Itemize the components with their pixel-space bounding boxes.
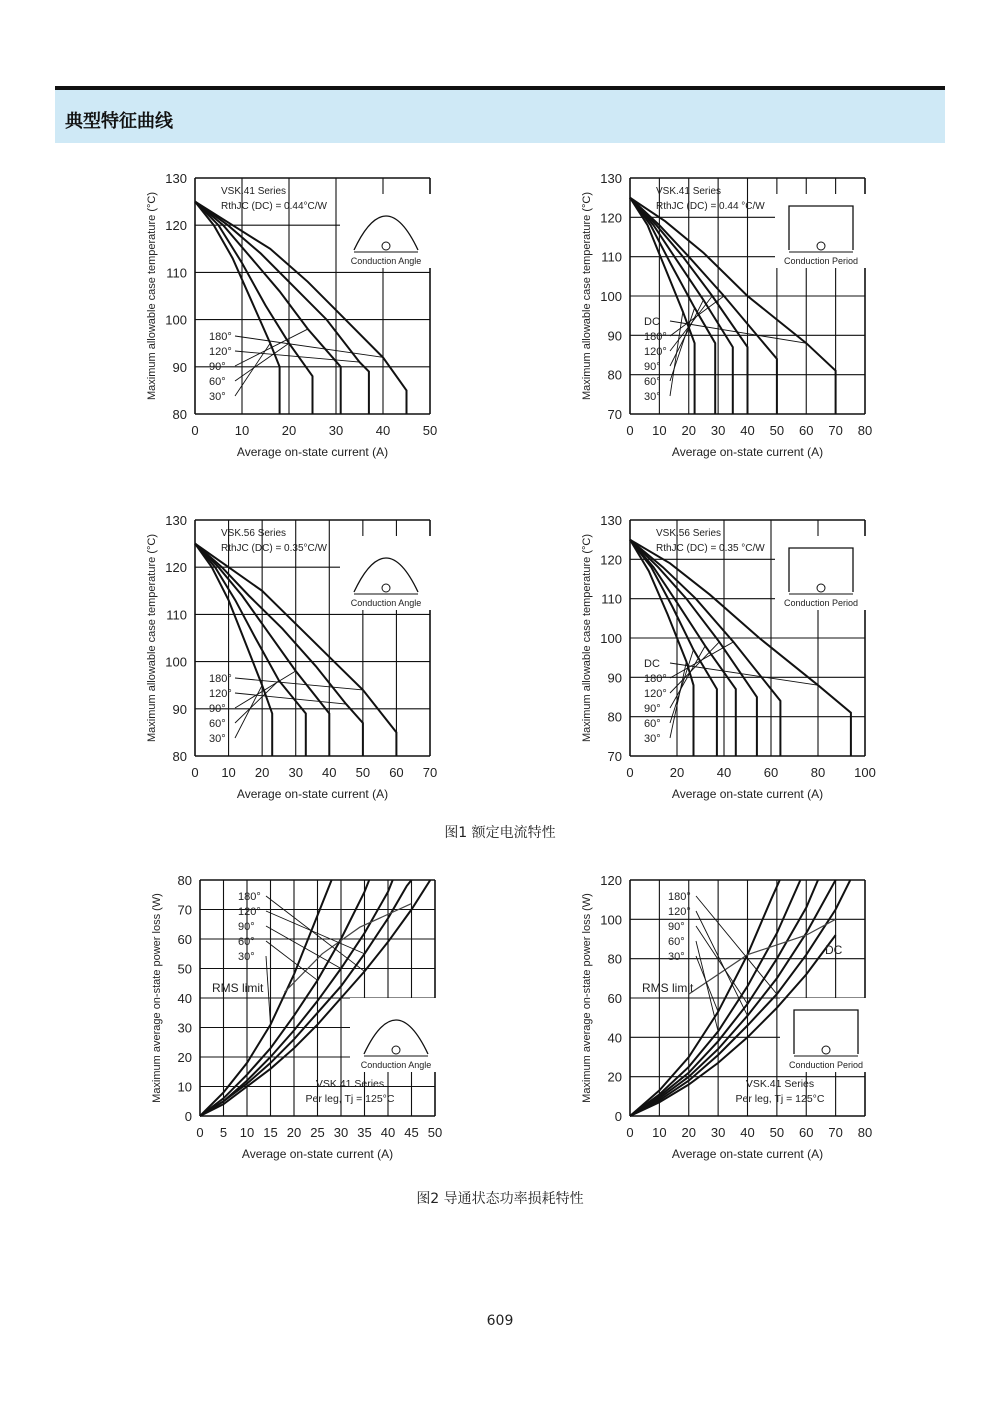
x-axis-title: Average on-state current (A) [236, 445, 389, 459]
y-axis-title: Maximum average on-state power loss (W) [581, 893, 593, 1103]
series-annotation: VSK.41 Series [656, 186, 722, 197]
x-tick-label: 30 [288, 765, 303, 780]
x-tick-label: 80 [857, 1125, 873, 1140]
y-tick-label: 0 [614, 1109, 622, 1124]
y-tick-label: 0 [184, 1109, 192, 1124]
y-tick-label: 70 [607, 407, 622, 422]
series-leader-line [696, 956, 718, 1012]
y-tick-label: 110 [601, 591, 622, 607]
chart-vsk41-power-loss-period [575, 872, 1000, 1172]
x-tick-label: 40 [716, 765, 732, 780]
x-tick-label: 25 [310, 1125, 325, 1140]
x-tick-label: 0 [191, 765, 199, 780]
x-tick-label: 80 [857, 423, 873, 438]
y-tick-label: 40 [177, 991, 192, 1006]
conduction-inset [350, 998, 442, 1072]
series-annotation: VSK.41 Series [315, 1078, 385, 1090]
inset-label: Conduction Angle [350, 598, 422, 608]
figure-caption-2: 图2 导通状态功率损耗特性 [416, 1191, 584, 1207]
series-label: 60° [209, 718, 226, 730]
series-label: 120° [209, 346, 232, 358]
y-axis-title: Maximum allowable case temperature (°C) [581, 534, 593, 742]
y-tick-label: 90 [172, 701, 187, 717]
x-tick-label: 40 [380, 1125, 396, 1140]
x-tick-label: 50 [769, 1125, 785, 1140]
thermal-resistance-annotation: RthJC (DC) = 0.44 °C/W [656, 201, 765, 212]
x-tick-label: 10 [652, 1125, 667, 1140]
series-label: 60° [644, 718, 661, 730]
y-tick-label: 20 [607, 1069, 622, 1085]
series-label: 180° [644, 331, 667, 343]
y-axis-title: Maximum allowable case temperature (°C) [146, 192, 158, 400]
x-tick-label: 30 [328, 423, 344, 438]
x-tick-label: 60 [763, 765, 779, 780]
x-tick-label: 10 [234, 423, 250, 438]
y-tick-label: 110 [166, 265, 187, 281]
y-tick-label: 100 [165, 312, 187, 328]
series-label: 90° [668, 921, 685, 933]
inset-label: Conduction Period [783, 598, 859, 608]
x-tick-label: 50 [355, 765, 371, 780]
x-tick-label: 30 [333, 1125, 349, 1140]
x-tick-label: 40 [740, 423, 755, 438]
y-tick-label: 120 [600, 552, 622, 568]
y-tick-label: 70 [607, 749, 622, 764]
y-tick-label: 80 [607, 709, 622, 725]
series-label: 30° [209, 733, 226, 745]
series-label: 180° [668, 891, 691, 903]
series-leader-line [670, 650, 693, 723]
series-label: 120° [644, 688, 667, 700]
y-axis-title: Maximum allowable case temperature (°C) [146, 534, 158, 742]
series-label: 180° [209, 331, 232, 343]
y-tick-label: 80 [607, 951, 622, 967]
series-label: 90° [238, 921, 255, 933]
x-tick-label: 10 [652, 423, 667, 438]
y-tick-label: 120 [600, 873, 622, 888]
x-tick-label: 40 [322, 765, 337, 780]
section-title: 典型特征曲线 [65, 111, 173, 132]
junction-temp-annotation: Per leg, Tj = 125°C [305, 1093, 395, 1105]
x-tick-label: 10 [239, 1125, 255, 1140]
series-label: 30° [644, 391, 661, 403]
x-tick-label: 20 [681, 1125, 696, 1140]
rms-limit-label: RMS limit [642, 981, 694, 995]
x-tick-label: 0 [626, 1125, 634, 1140]
series-label: 180° [644, 673, 667, 685]
y-tick-label: 110 [166, 607, 187, 623]
x-tick-label: 20 [254, 765, 270, 780]
figure-caption-1: 图1 额定电流特性 [444, 825, 556, 841]
x-tick-label: 50 [769, 423, 785, 438]
y-axis-title: Maximum allowable case temperature (°C) [581, 192, 593, 400]
x-tick-label: 45 [404, 1125, 419, 1140]
series-label: 60° [209, 376, 226, 388]
y-tick-label: 100 [600, 289, 622, 304]
series-line-30deg [195, 544, 272, 756]
series-line-30deg [630, 198, 695, 414]
series-leader-line [266, 956, 271, 1025]
y-tick-label: 110 [601, 249, 622, 265]
y-tick-label: 130 [600, 171, 622, 186]
series-leader-line [266, 926, 341, 969]
series-label: 30° [238, 951, 255, 963]
series-annotation: VSK.41 Series [745, 1078, 815, 1090]
series-label: 120° [668, 906, 691, 918]
conduction-inset [340, 536, 432, 610]
series-label: 60° [644, 376, 661, 388]
x-tick-label: 70 [422, 765, 438, 780]
thermal-resistance-annotation: RthJC (DC) = 0.35 °C/W [656, 543, 765, 554]
y-tick-label: 60 [607, 991, 622, 1006]
x-tick-label: 20 [281, 423, 297, 438]
series-label: 30° [209, 391, 226, 403]
x-tick-label: 40 [375, 423, 391, 438]
x-axis-title: Average on-state current (A) [236, 787, 389, 801]
series-leader-line [235, 678, 363, 690]
series-label: 30° [668, 951, 685, 963]
inset-label: Conduction Period [788, 1060, 864, 1070]
chart-vsk41-rated-current-period [575, 170, 1000, 470]
y-tick-label: 100 [600, 912, 622, 928]
x-tick-label: 0 [191, 423, 199, 438]
x-tick-label: 15 [263, 1125, 278, 1140]
x-tick-label: 50 [422, 423, 438, 438]
inset-label: Conduction Angle [350, 256, 422, 266]
x-tick-label: 60 [799, 423, 814, 438]
x-tick-label: 5 [219, 1125, 228, 1140]
x-tick-label: 10 [221, 765, 236, 780]
y-tick-label: 60 [177, 932, 192, 947]
series-label: 120° [209, 688, 232, 700]
conduction-inset [340, 194, 432, 268]
y-tick-label: 80 [607, 367, 622, 383]
y-tick-label: 80 [172, 407, 187, 422]
section-header [55, 86, 945, 143]
x-tick-label: 20 [286, 1125, 302, 1140]
series-label: 90° [644, 361, 661, 373]
series-label: 60° [238, 936, 255, 948]
y-tick-label: 10 [177, 1079, 192, 1095]
y-tick-label: 30 [177, 1020, 192, 1036]
series-label: 30° [644, 733, 661, 745]
page-number: 609 [486, 1313, 514, 1329]
inset-label: Conduction Period [783, 256, 859, 266]
series-label: 180° [209, 673, 232, 685]
series-label: DC [644, 316, 660, 328]
x-tick-label: 30 [710, 1125, 726, 1140]
x-tick-label: 30 [710, 423, 726, 438]
series-label: 90° [644, 703, 661, 715]
x-tick-label: 70 [828, 1125, 843, 1140]
y-axis-title: Maximum average on-state power loss (W) [151, 893, 163, 1103]
x-tick-label: 40 [740, 1125, 755, 1140]
x-tick-label: 0 [626, 765, 634, 780]
series-leader-line [235, 329, 308, 366]
x-tick-label: 60 [799, 1125, 814, 1140]
x-tick-label: 0 [196, 1125, 204, 1140]
x-axis-title: Average on-state current (A) [671, 787, 824, 801]
y-tick-label: 40 [607, 1030, 622, 1046]
inset-label: Conduction Angle [360, 1060, 432, 1070]
y-tick-label: 70 [177, 902, 192, 918]
y-tick-label: 120 [165, 560, 187, 576]
y-tick-label: 50 [177, 961, 192, 977]
thermal-resistance-annotation: RthJC (DC) = 0.35°C/W [221, 543, 327, 554]
y-tick-label: 120 [600, 210, 622, 226]
rms-limit-label: RMS limit [212, 981, 264, 995]
series-label: 120° [644, 346, 667, 358]
x-tick-label: 20 [681, 423, 696, 438]
series-annotation: VSK.56 Series [221, 528, 287, 539]
x-axis-title: Average on-state current (A) [241, 1147, 394, 1161]
series-annotation: VSK.56 Series [656, 528, 722, 539]
x-tick-label: 20 [669, 765, 685, 780]
x-axis-title: Average on-state current (A) [671, 1147, 824, 1161]
conduction-inset [775, 536, 867, 610]
series-label: 60° [668, 936, 685, 948]
y-tick-label: 20 [177, 1050, 192, 1065]
x-tick-label: 80 [810, 765, 826, 780]
y-tick-label: 130 [600, 513, 622, 528]
x-tick-label: 70 [828, 423, 843, 438]
chart-vsk41-power-loss-angle [145, 872, 585, 1172]
conduction-inset [775, 194, 867, 268]
y-tick-label: 90 [607, 328, 622, 344]
series-leader-line [696, 926, 748, 1004]
x-tick-label: 50 [427, 1125, 443, 1140]
chart-vsk41-rated-current-angle [140, 170, 580, 470]
series-label: 120° [238, 906, 261, 918]
series-leader-line [670, 300, 703, 366]
y-tick-label: 80 [172, 749, 187, 764]
x-tick-label: 60 [389, 765, 404, 780]
y-tick-label: 130 [165, 171, 187, 186]
chart-vsk56-rated-current-period [575, 512, 1000, 812]
x-axis-title: Average on-state current (A) [671, 445, 824, 459]
dc-label: DC [825, 943, 843, 957]
x-tick-label: 35 [357, 1125, 372, 1140]
series-label: 180° [238, 891, 261, 903]
conduction-inset [780, 998, 872, 1072]
y-tick-label: 130 [165, 513, 187, 528]
y-tick-label: 100 [165, 654, 187, 670]
x-tick-label: 0 [626, 423, 634, 438]
series-leader-line [266, 911, 365, 954]
y-tick-label: 120 [165, 218, 187, 234]
chart-vsk56-rated-current-angle [140, 512, 580, 812]
series-leader-line [670, 312, 683, 396]
y-tick-label: 90 [607, 670, 622, 686]
series-annotation: VSK.41 Series [221, 186, 287, 197]
series-label: 90° [209, 703, 226, 715]
junction-temp-annotation: Per leg, Tj = 125°C [735, 1093, 825, 1105]
y-tick-label: 80 [177, 873, 192, 888]
series-label: 90° [209, 361, 226, 373]
y-tick-label: 90 [172, 359, 187, 375]
x-tick-label: 100 [854, 765, 876, 780]
thermal-resistance-annotation: RthJC (DC) = 0.44°C/W [221, 201, 327, 212]
series-leader-line [266, 941, 318, 980]
series-label: DC [644, 658, 660, 670]
series-leader-line [235, 336, 383, 357]
y-tick-label: 100 [600, 631, 622, 646]
